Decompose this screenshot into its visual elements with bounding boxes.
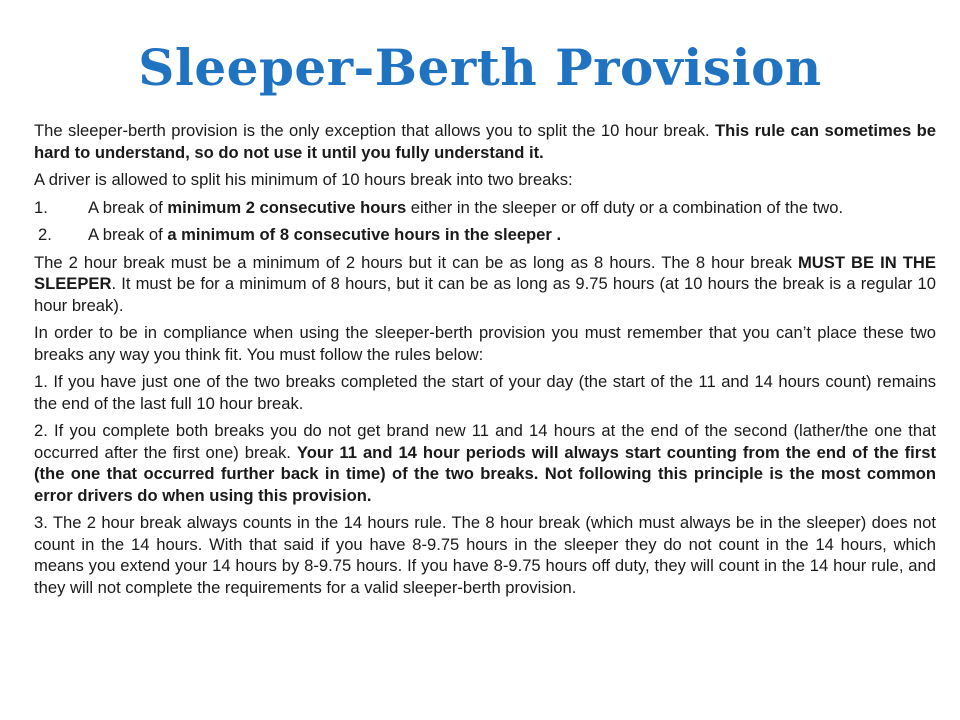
list-item (34, 224, 936, 246)
intro-paragraph (34, 120, 936, 163)
slide-title: Sleeper-Berth Provision (138, 38, 822, 97)
rule-2-paragraph: 2. If you complete both breaks you do not get brand new 11 and 14 hours at the end of the second (lather/the one that occurred after the first one) break. Your 11 and 14 hour periods will always start counting from the end of the first (the one that occurred further back in time) of the two breaks. Not following this principle is the most common error drivers do when using this provision. (34, 421, 936, 505)
slide-body (34, 120, 936, 604)
list-item (34, 197, 936, 219)
intro-warning: This rule can sometimes be hard to understand, so do not use it until you fully understand it. (34, 121, 936, 162)
list-item-number: 2. (38, 225, 52, 244)
list-item-text: A break of minimum 2 consecutive hours either in the sleeper or off duty or a combination of the two. (88, 197, 844, 217)
compliance-paragraph: In order to be in compliance when using the sleeper-berth provision you must remember that you can’t place these two breaks any way you think fit. You must follow the rules below: (34, 323, 936, 364)
rule-3-paragraph: 3. The 2 hour break always counts in the 14 hours rule. The 8 hour break (which must always be in the sleeper) does not count in the 14 hours. With that said if you have 8-9.75 hours in the sleeper they do not count in the 14 hours, which means you extend your 14 hours by 8-9.75 hours. If you have 8-9.75 hours off duty, they will count in the 14 hour rule, and they will not complete the requirements for a valid sleeper-berth provision. (34, 513, 936, 597)
split-paragraph: A driver is allowed to split his minimum of 10 hours break into two breaks: (34, 170, 573, 189)
rule-1-paragraph: 1. If you have just one of the two breaks completed the start of your day (the start of the 11 and 14 hours count) remains the end of the last full 10 hour break. (34, 372, 936, 413)
break-length-paragraph: The 2 hour break must be a minimum of 2 hours but it can be as long as 8 hours. The 8 hour break MUST BE IN THE SLEEPER. It must be for a minimum of 8 hours, but it can be as long as 9.75 hours (at 10 hours the break is a regular 10 hour break). (34, 252, 936, 315)
list-item-number: 1. (34, 197, 48, 217)
intro-text: The sleeper-berth provision is the only exception that allows you to split the 10 hour break. (34, 121, 710, 140)
list-item-text: A break of a minimum of 8 consecutive hours in the sleeper . (88, 225, 562, 244)
